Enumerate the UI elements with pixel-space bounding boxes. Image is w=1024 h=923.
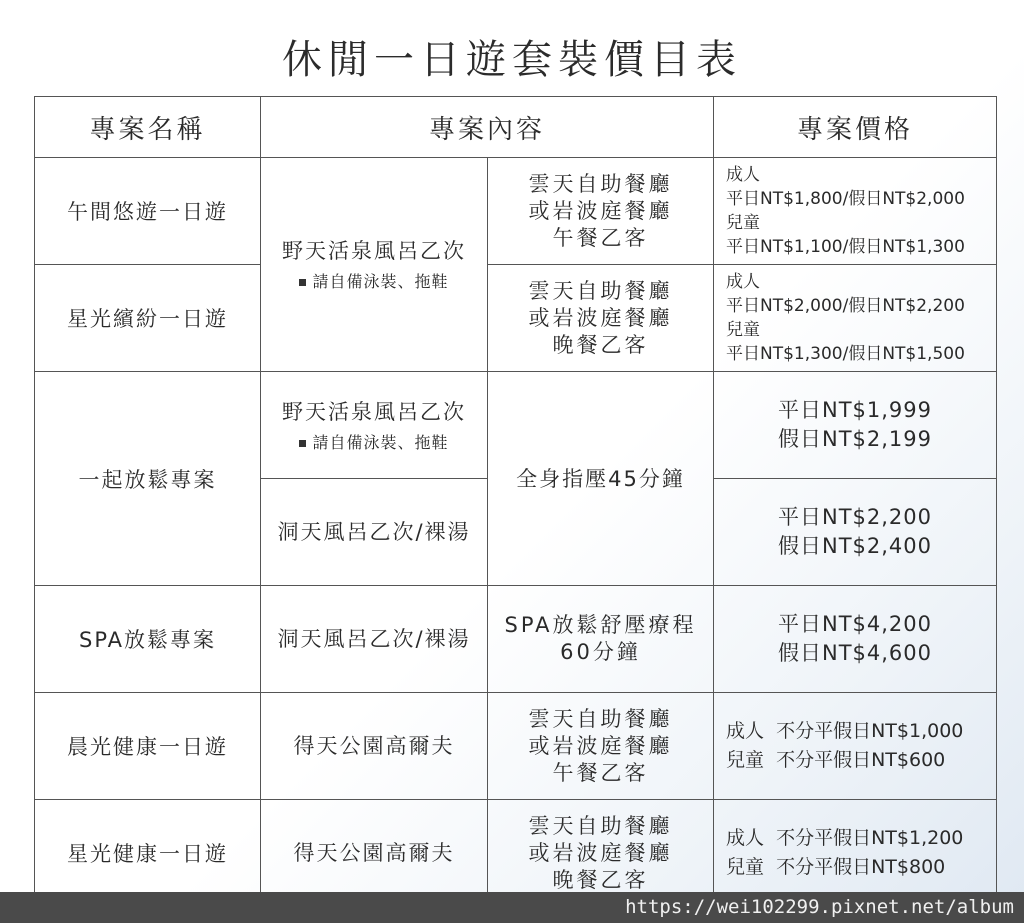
plan-content: 洞天風呂乙次/裸湯 (261, 586, 488, 693)
bullet-square-icon (299, 279, 306, 286)
plan-price (714, 800, 997, 907)
table-row (35, 372, 997, 479)
meal-line: 雲天自助餐廳 (528, 706, 673, 731)
price-line: 平日NT$1,800/假日NT$2,000 (726, 189, 965, 209)
plan-content (261, 158, 488, 372)
plan-meal (488, 693, 714, 800)
meal-line: 晚餐乙客 (552, 867, 649, 892)
plan-content: 洞天風呂乙次/裸湯 (261, 479, 488, 586)
plan-meal (488, 800, 714, 907)
price-line: 平日NT$4,200 (778, 612, 933, 636)
content-main: 野天活泉風呂乙次 (282, 399, 466, 424)
price-table (34, 96, 997, 907)
header-plan-price: 專案價格 (714, 97, 997, 158)
plan-name: 晨光健康一日遊 (35, 693, 261, 800)
price-line: 平日NT$2,000/假日NT$2,200 (726, 296, 965, 316)
plan-price (714, 693, 997, 800)
spa-line: SPA放鬆舒壓療程 (504, 613, 697, 637)
table-header-row (35, 97, 997, 158)
note-text: 請自備泳裝、拖鞋 (312, 272, 449, 291)
price-line: 平日NT$1,300/假日NT$1,500 (726, 344, 965, 364)
table-row (35, 158, 997, 265)
price-line: 兒童 不分平假日NT$800 (726, 856, 946, 878)
note-text: 請自備泳裝、拖鞋 (312, 432, 449, 452)
content-note (261, 269, 487, 292)
meal-line: 雲天自助餐廳 (528, 171, 673, 196)
price-line: 兒童 (726, 320, 761, 340)
plan-content (261, 372, 488, 479)
watermark-url: https://wei102299.pixnet.net/album (0, 892, 1024, 923)
price-line: 平日NT$2,200 (778, 505, 933, 529)
price-line: 平日NT$1,100/假日NT$1,300 (726, 237, 965, 257)
price-line: 成人 (726, 165, 761, 185)
plan-meal (488, 158, 714, 265)
content-note (261, 430, 487, 453)
table-row (35, 800, 997, 907)
meal-line: 或岩波庭餐廳 (528, 305, 673, 330)
price-line: 成人 不分平假日NT$1,200 (726, 827, 964, 849)
table-row (35, 693, 997, 800)
header-plan-content: 專案內容 (261, 97, 714, 158)
meal-line: 晚餐乙客 (552, 332, 649, 357)
price-line: 假日NT$2,400 (778, 534, 933, 558)
price-line: 兒童 不分平假日NT$600 (726, 749, 946, 771)
price-line: 成人 不分平假日NT$1,000 (726, 720, 964, 742)
plan-price (714, 158, 997, 265)
meal-line: 午餐乙客 (552, 760, 649, 785)
meal-line: 或岩波庭餐廳 (528, 733, 673, 758)
plan-name: 星光健康一日遊 (35, 800, 261, 907)
meal-line: 或岩波庭餐廳 (528, 198, 673, 223)
plan-name: 一起放鬆專案 (35, 372, 261, 586)
meal-line: 雲天自助餐廳 (528, 278, 673, 303)
header-plan-name: 專案名稱 (35, 97, 261, 158)
spa-line: 60分鐘 (560, 640, 641, 664)
plan-meal (488, 265, 714, 372)
price-line: 兒童 (726, 213, 761, 233)
plan-price (714, 586, 997, 693)
content-main: 野天活泉風呂乙次 (282, 239, 466, 263)
plan-name: SPA放鬆專案 (35, 586, 261, 693)
plan-name: 星光繽紛一日遊 (35, 265, 261, 372)
plan-spa (488, 586, 714, 693)
meal-line: 雲天自助餐廳 (528, 813, 673, 838)
plan-price (714, 479, 997, 586)
price-line: 平日NT$1,999 (778, 398, 933, 422)
meal-line: 午餐乙客 (552, 225, 649, 250)
price-line: 假日NT$2,199 (778, 427, 933, 451)
price-line: 成人 (726, 272, 761, 292)
table-row (35, 265, 997, 372)
plan-price (714, 265, 997, 372)
plan-content: 得天公園高爾夫 (261, 800, 488, 907)
meal-line: 或岩波庭餐廳 (528, 840, 673, 865)
bullet-square-icon (299, 440, 306, 447)
table-row (35, 586, 997, 693)
page-title: 休閒一日遊套裝價目表 (282, 37, 742, 83)
plan-name: 午間悠遊一日遊 (35, 158, 261, 265)
plan-content: 得天公園高爾夫 (261, 693, 488, 800)
plan-massage: 全身指壓45分鐘 (488, 372, 714, 586)
plan-price (714, 372, 997, 479)
price-line: 假日NT$4,600 (778, 641, 933, 665)
